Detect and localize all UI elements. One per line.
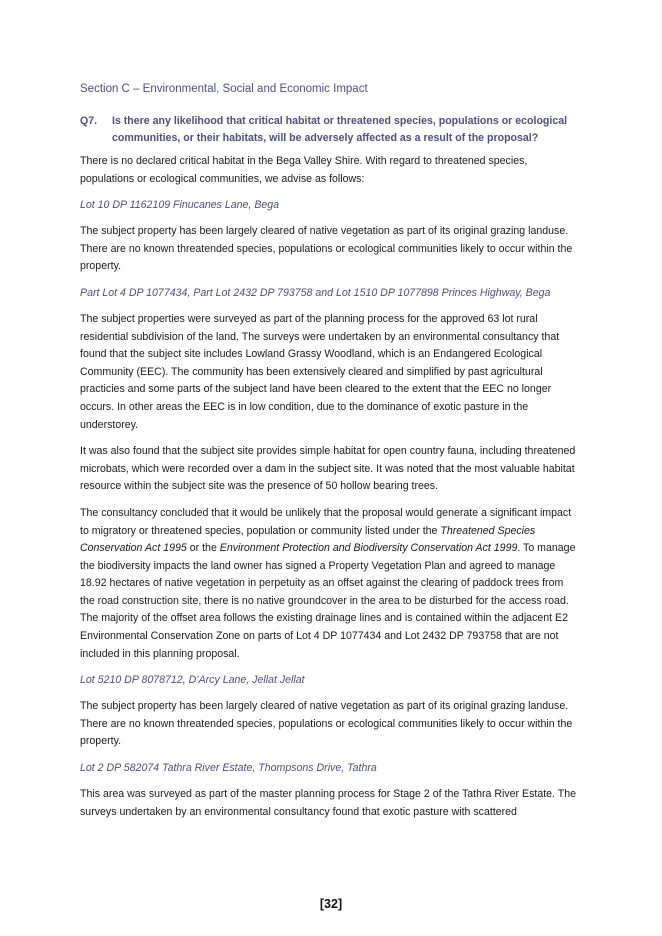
site-heading-tathra-river-estate: Lot 2 DP 582074 Tathra River Estate, Thompsons Drive, Tathra (80, 762, 377, 775)
act-title: Threatened Species Conservation Act 1995 (80, 524, 536, 555)
intro-paragraph: There is no declared critical habitat in the Bega Valley Shire. With regard to threatened species, populations or ecological communities, we advise as follows: (80, 155, 528, 185)
site-paragraph: This area was surveyed as part of the master planning process for Stage 2 of the Tathra River Estate. The surveys undertaken by an environmental consultancy found that exotic pasture with scattered (80, 788, 577, 818)
site-heading-darcy-lane: Lot 5210 DP 8078712, D’Arcy Lane, Jellat Jellat (80, 674, 305, 687)
site-paragraph: The subject property has been largely cleared of native vegetation as part of its original grazing landuse. There are no known threatended species, populations or ecological communities likely to occur within the property. (80, 225, 573, 273)
text-run: or the (186, 542, 220, 555)
text-run: . To manage the biodiversity impacts the land owner has signed a Property Vegetation Plan and agreed to manage 18.92 hectares of native vegetation in perpetuity as an offset against the clearing of paddock trees from the road construction site, there is no native groundcover in the area to be disturbed for the access road. The majority of the offset area follows the existing drainage lines and is contained within the adjacent E2 Environmental Conservation Zone on parts of Lot 4 DP 1077434 and Lot 2432 DP 793758 that are not included in this planning proposal. (80, 542, 576, 660)
page-content (80, 80, 580, 830)
site-heading-finucanes-lane: Lot 10 DP 1162109 Finucanes Lane, Bega (80, 199, 280, 212)
question-q7 (80, 113, 580, 147)
site-paragraph: It was also found that the subject site provides simple habitat for open country fauna, including threatened microbats, which were recorded over a dam in the subject site. It was noted that the most valuable habitat resource within the subject site was the presence of 50 hollow bearing trees. (80, 445, 576, 493)
act-title: Environment Protection and Biodiversity Conservation Act 1999 (219, 542, 518, 555)
question-text: Is there any likelihood that critical habitat or threatened species, populations or ecological communities, or their habitats, will be adversely affected as a result of the proposal? (112, 115, 568, 144)
site-heading-princes-highway: Part Lot 4 DP 1077434, Part Lot 2432 DP 793758 and Lot 1510 DP 1077898 Princes Highway, Bega (80, 286, 551, 299)
section-title: Section C – Environmental, Social and Economic Impact (80, 83, 368, 95)
site-paragraph-conclusion (80, 505, 580, 663)
text-run: The consultancy concluded that it would be unlikely that the proposal would generate a significant impact to migratory or threatened species, population or community listed under the (80, 506, 572, 537)
page-number: [32] (319, 897, 343, 911)
site-paragraph: The subject properties were surveyed as part of the planning process for the approved 63 lot rural residential subdivision of the land. The surveys were undertaken by an environmental consultancy that found that the subject site includes Lowland Grassy Woodland, which is an Endangered Ecological Community (EEC). The community has been extensively cleared and simplified by past agricultural practicies and some parts of the subject land have been cleared to the extent that the EEC no longer occurs. In other areas the EEC is in low condition, due to the dominance of exotic pasture in the understorey. (80, 312, 560, 431)
question-number: Q7. (80, 115, 98, 127)
site-paragraph: The subject property has been largely cleared of native vegetation as part of its original grazing landuse. There are no known threatended species, populations or ecological communities likely to occur within the property. (80, 700, 573, 748)
